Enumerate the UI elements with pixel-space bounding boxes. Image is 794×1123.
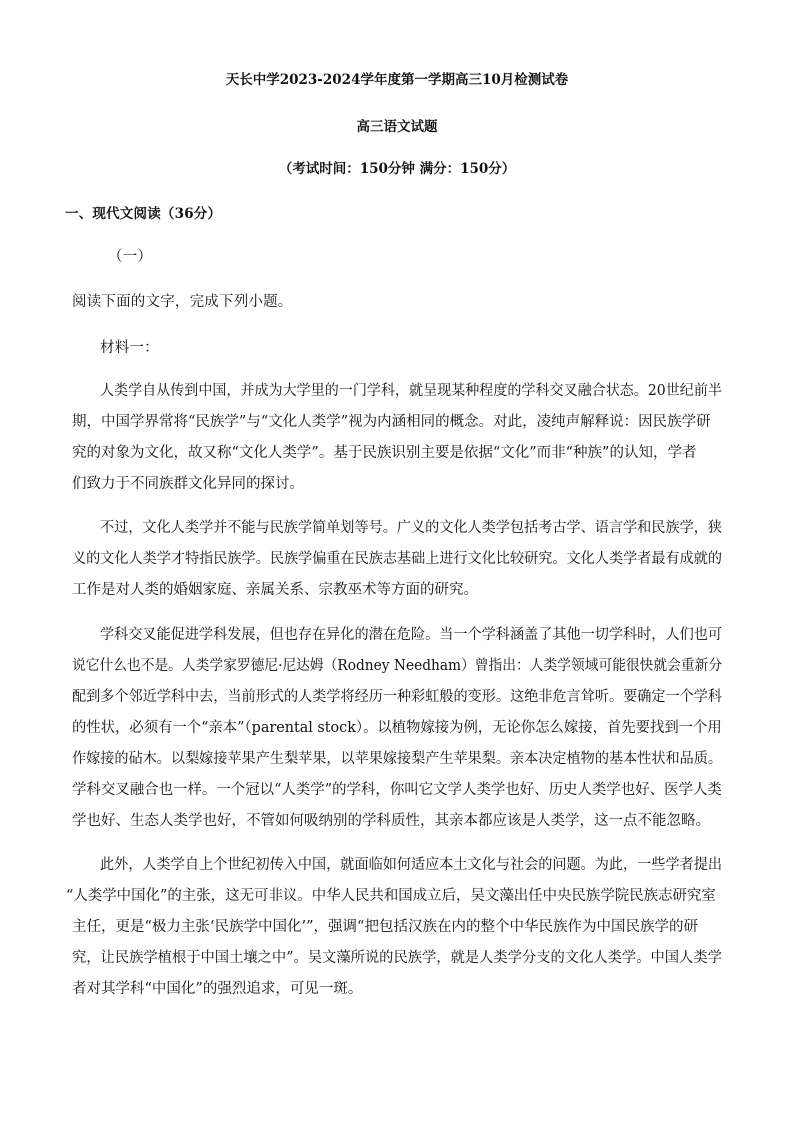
section-heading: 一、现代文阅读（36分） [65,206,222,222]
exam-subtitle: 高三语文试题 [356,119,438,135]
paragraph-line: 们致力于不同族群文化异同的探讨。 [72,476,304,492]
paragraph-line: 配到多个邻近学科中去，当前形式的人类学将经历一种彩虹般的变形。这绝非危言耸听。要确定一个学科 [72,689,722,705]
exam-title: 天长中学2023-2024学年度第一学期高三10月检测试卷 [225,72,569,88]
paragraph-line: 义的文化人类学才特指民族学。民族学偏重在民族志基础上进行文化比较研究。文化人类学者最有成就的 [72,551,722,567]
exam-info: （考试时间：150分钟 满分：150分） [278,161,516,177]
part-label: （一） [108,249,153,265]
paragraph-line: 工作是对人类的婚姻家庭、亲属关系、宗教巫术等方面的研究。 [72,582,478,598]
paragraph-line: 学科交叉能促进学科发展，但也存在异化的潜在危险。当一个学科涵盖了其他一切学科时，人们也可 [100,627,722,643]
paragraph-line: 人类学自从传到中国，并成为大学里的一门学科，就呈现某种程度的学科交叉融合状态。20世纪前半 [100,383,722,399]
paragraph-line: 主任，更是“极力主张‘民族学中国化’”，强调“把包括汉族在内的整个中华民族作为中国民族学的研 [72,919,698,935]
paragraph-line: 究，让民族学植根于中国土壤之中”。吴文藻所说的民族学，就是人类学分支的文化人类学。中国人类学 [72,950,722,966]
paragraph-line: 究的对象为文化，故又称“文化人类学”。基于民族识别主要是依据“文化”而非“种族”的认知，学者 [72,445,697,461]
paragraph-line: 说它什么也不是。人类学家罗德尼·尼达姆（Rodney Needham）曾指出：人类学领域可能很快就会重新分 [72,658,723,674]
paragraph-line: 作嫁接的砧木。以梨嫁接苹果产生梨苹果，以苹果嫁接梨产生苹果梨。亲本决定植物的基本性状和品质。 [72,751,722,767]
paragraph-line: 学科交叉融合也一样。一个冠以“人类学”的学科，你叫它文学人类学也好、历史人类学也好、医学人类 [72,782,722,798]
paragraph-line: 的性状，必须有一个“亲本”（parental stock）。以植物嫁接为例，无论你怎么嫁接，首先要找到一个用 [72,720,722,736]
material-label: 材料一： [100,340,159,356]
paragraph-line: 此外，人类学自上个世纪初传入中国，就面临如何适应本土文化与社会的问题。为此，一些学者提出 [100,857,722,873]
paragraph-line: 者对其学科“中国化”的强烈追求，可见一斑。 [72,981,363,997]
paragraph-line: 学也好、生态人类学也好，不管如何吸纳别的学科质性，其亲本都应该是人类学，这一点不能忽略。 [72,813,710,829]
paragraph-line: 期，中国学界常将“民族学”与“文化人类学”视为内涵相同的概念。对此，凌纯声解释说：因民族学研 [72,414,711,430]
paragraph-line: 不过，文化人类学并不能与民族学简单划等号。广义的文化人类学包括考古学、语言学和民族学，狭 [100,520,722,536]
paragraph-line: “人类学中国化”的主张，这无可非议。中华人民共和国成立后，吴文藻出任中央民族学院民族志研究室 [66,888,716,904]
instruction-text: 阅读下面的文字，完成下列小题。 [72,294,293,310]
